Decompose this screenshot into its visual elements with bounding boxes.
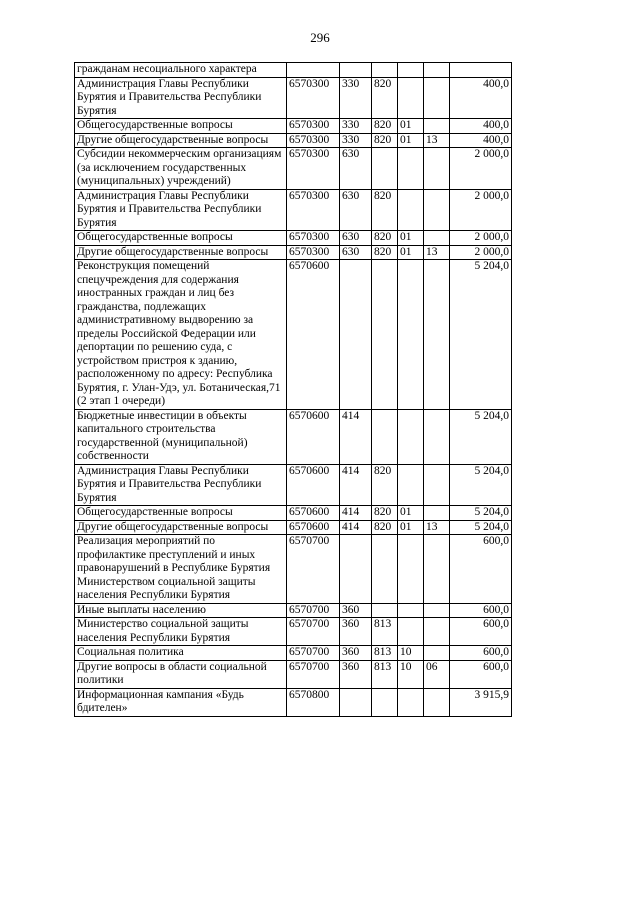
row-code: 6570700	[287, 660, 340, 688]
row-rz: 01	[398, 133, 424, 148]
row-rz	[398, 688, 424, 716]
table-row	[75, 119, 512, 134]
row-sum: 600,0	[450, 660, 512, 688]
row-ved: 820	[372, 245, 398, 260]
row-sum: 5 204,0	[450, 409, 512, 464]
row-pr	[424, 535, 450, 604]
row-vr: 330	[340, 77, 372, 119]
table-row	[75, 618, 512, 646]
row-code: 6570300	[287, 133, 340, 148]
table-row	[75, 520, 512, 535]
row-code: 6570700	[287, 618, 340, 646]
table-row	[75, 77, 512, 119]
row-code: 6570300	[287, 231, 340, 246]
row-name: Бюджетные инвестиции в объекты капитального строительства государственной (муниципальной) собственности	[75, 409, 287, 464]
row-rz	[398, 603, 424, 618]
row-code: 6570300	[287, 189, 340, 231]
row-rz: 01	[398, 245, 424, 260]
row-rz	[398, 63, 424, 78]
row-pr	[424, 646, 450, 661]
row-vr: 630	[340, 245, 372, 260]
row-rz: 01	[398, 520, 424, 535]
row-pr	[424, 688, 450, 716]
row-ved: 820	[372, 506, 398, 521]
budget-table-body	[75, 63, 512, 717]
table-row	[75, 189, 512, 231]
row-name: Общегосударственные вопросы	[75, 231, 287, 246]
row-vr: 360	[340, 660, 372, 688]
row-sum: 5 204,0	[450, 520, 512, 535]
row-name: Информационная кампания «Будь бдителен»	[75, 688, 287, 716]
row-ved: 820	[372, 119, 398, 134]
row-code: 6570300	[287, 119, 340, 134]
row-ved: 820	[372, 520, 398, 535]
table-row	[75, 506, 512, 521]
row-vr: 630	[340, 231, 372, 246]
row-rz	[398, 77, 424, 119]
table-row	[75, 409, 512, 464]
row-ved	[372, 409, 398, 464]
row-ved	[372, 535, 398, 604]
row-sum: 400,0	[450, 133, 512, 148]
row-pr	[424, 618, 450, 646]
row-code: 6570300	[287, 148, 340, 190]
row-sum: 400,0	[450, 119, 512, 134]
row-name: Администрация Главы Республики Бурятия и Правительства Республики Бурятия	[75, 77, 287, 119]
row-sum: 5 204,0	[450, 506, 512, 521]
row-ved	[372, 63, 398, 78]
row-pr	[424, 603, 450, 618]
row-vr	[340, 260, 372, 410]
row-name: Иные выплаты населению	[75, 603, 287, 618]
page-number: 296	[310, 30, 330, 45]
row-code: 6570700	[287, 535, 340, 604]
row-code: 6570300	[287, 245, 340, 260]
row-ved: 813	[372, 660, 398, 688]
row-code: 6570700	[287, 603, 340, 618]
row-rz	[398, 409, 424, 464]
table-row	[75, 646, 512, 661]
table-row	[75, 63, 512, 78]
row-ved: 820	[372, 231, 398, 246]
row-vr: 360	[340, 603, 372, 618]
row-code: 6570800	[287, 688, 340, 716]
row-vr	[340, 63, 372, 78]
row-vr: 414	[340, 520, 372, 535]
budget-table	[74, 62, 512, 717]
row-ved	[372, 148, 398, 190]
row-name: Реконструкция помещений спецучреждения для содержания иностранных граждан и лиц без гражданства, подлежащих административному выдворению за пределы Российской Федерации или депортации по решению суда, с устройством пристроя к зданию, расположенному по адресу: Республика Бурятия, г. Улан-Удэ, ул. Ботаническая,71 (2 этап 1 очереди)	[75, 260, 287, 410]
row-vr: 360	[340, 646, 372, 661]
row-name: Реализация мероприятий по профилактике преступлений и иных правонарушений в Республике Бурятия Министерством социальной защиты населения Республики Бурятия	[75, 535, 287, 604]
row-name: Общегосударственные вопросы	[75, 119, 287, 134]
row-sum: 5 204,0	[450, 260, 512, 410]
row-name: Другие общегосударственные вопросы	[75, 133, 287, 148]
row-ved: 820	[372, 77, 398, 119]
row-pr: 06	[424, 660, 450, 688]
row-code: 6570600	[287, 506, 340, 521]
row-code: 6570700	[287, 646, 340, 661]
row-vr	[340, 688, 372, 716]
row-vr: 330	[340, 133, 372, 148]
row-vr: 360	[340, 618, 372, 646]
row-rz	[398, 148, 424, 190]
row-ved: 820	[372, 464, 398, 506]
row-vr: 414	[340, 506, 372, 521]
row-code: 6570600	[287, 520, 340, 535]
row-name: Министерство социальной защиты населения Республики Бурятия	[75, 618, 287, 646]
row-name: Администрация Главы Республики Бурятия и Правительства Республики Бурятия	[75, 464, 287, 506]
row-name: Администрация Главы Республики Бурятия и Правительства Республики Бурятия	[75, 189, 287, 231]
row-sum: 2 000,0	[450, 231, 512, 246]
row-code: 6570300	[287, 77, 340, 119]
table-row	[75, 603, 512, 618]
row-pr	[424, 260, 450, 410]
row-rz	[398, 618, 424, 646]
row-name: Субсидии некоммерческим организациям (за исключением государственных (муниципальных) учреждений)	[75, 148, 287, 190]
row-sum: 2 000,0	[450, 148, 512, 190]
row-sum: 600,0	[450, 535, 512, 604]
row-sum: 2 000,0	[450, 245, 512, 260]
row-pr	[424, 506, 450, 521]
row-name: гражданам несоциального характера	[75, 63, 287, 78]
row-code: 6570600	[287, 409, 340, 464]
row-code: 6570600	[287, 464, 340, 506]
row-rz	[398, 260, 424, 410]
row-rz	[398, 464, 424, 506]
row-ved	[372, 603, 398, 618]
row-rz: 01	[398, 119, 424, 134]
row-ved: 820	[372, 189, 398, 231]
row-sum: 600,0	[450, 603, 512, 618]
row-vr: 414	[340, 464, 372, 506]
table-row	[75, 688, 512, 716]
table-row	[75, 231, 512, 246]
table-row	[75, 245, 512, 260]
row-rz: 10	[398, 660, 424, 688]
row-sum: 5 204,0	[450, 464, 512, 506]
row-rz: 01	[398, 506, 424, 521]
row-sum: 600,0	[450, 618, 512, 646]
row-ved: 813	[372, 618, 398, 646]
row-pr	[424, 63, 450, 78]
row-pr	[424, 464, 450, 506]
row-vr: 630	[340, 189, 372, 231]
row-sum: 3 915,9	[450, 688, 512, 716]
row-vr: 414	[340, 409, 372, 464]
row-ved	[372, 260, 398, 410]
row-pr	[424, 119, 450, 134]
row-code: 6570600	[287, 260, 340, 410]
row-rz	[398, 189, 424, 231]
row-ved: 820	[372, 133, 398, 148]
row-pr: 13	[424, 520, 450, 535]
row-sum	[450, 63, 512, 78]
row-ved: 813	[372, 646, 398, 661]
row-pr: 13	[424, 245, 450, 260]
table-row	[75, 464, 512, 506]
row-name: Другие общегосударственные вопросы	[75, 245, 287, 260]
row-vr	[340, 535, 372, 604]
table-row	[75, 260, 512, 410]
row-ved	[372, 688, 398, 716]
table-row	[75, 535, 512, 604]
row-pr	[424, 77, 450, 119]
row-rz: 01	[398, 231, 424, 246]
table-row	[75, 133, 512, 148]
row-code	[287, 63, 340, 78]
table-row	[75, 148, 512, 190]
row-pr	[424, 148, 450, 190]
row-vr: 630	[340, 148, 372, 190]
row-pr: 13	[424, 133, 450, 148]
row-name: Другие общегосударственные вопросы	[75, 520, 287, 535]
row-pr	[424, 189, 450, 231]
row-rz	[398, 535, 424, 604]
row-pr	[424, 409, 450, 464]
row-name: Социальная политика	[75, 646, 287, 661]
row-rz: 10	[398, 646, 424, 661]
table-row	[75, 660, 512, 688]
row-sum: 400,0	[450, 77, 512, 119]
row-sum: 2 000,0	[450, 189, 512, 231]
row-pr	[424, 231, 450, 246]
row-sum: 600,0	[450, 646, 512, 661]
row-name: Общегосударственные вопросы	[75, 506, 287, 521]
row-vr: 330	[340, 119, 372, 134]
row-name: Другие вопросы в области социальной политики	[75, 660, 287, 688]
